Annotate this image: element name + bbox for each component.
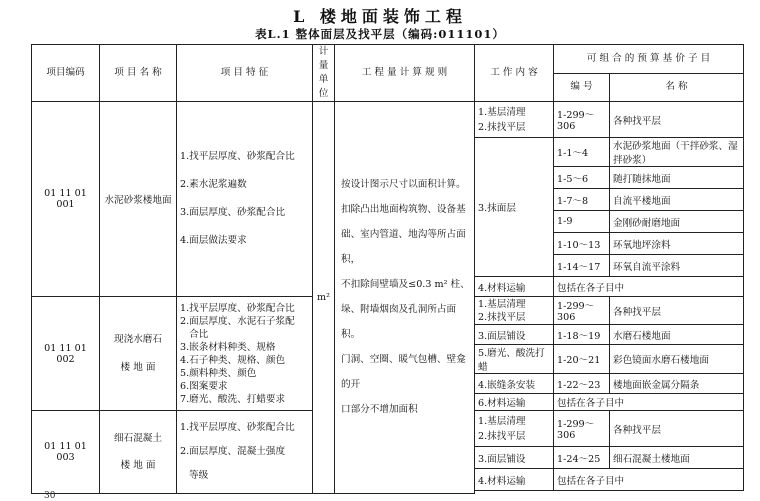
sub-code: 1-299～306 <box>554 411 610 447</box>
sub-code: 1-24～25 <box>554 447 610 469</box>
header-sub-code: 编 号 <box>554 73 610 102</box>
page-title: L 楼地面装饰工程 <box>293 7 467 26</box>
item-code: 01 11 01 001 <box>32 102 100 297</box>
sub-name: 彩色镜面水磨石楼地面 <box>610 345 744 374</box>
spec-table <box>31 44 744 494</box>
sub-note: 包括在各子目中 <box>554 469 744 491</box>
sub-name: 环氧自流平涂料 <box>610 255 744 277</box>
header-sub-name: 名 称 <box>610 73 744 102</box>
table-subtitle: 表L.1 整体面层及找平层（编码:011101） <box>255 27 505 41</box>
header-combo: 可 组 合 的 预 算 基 价 子 目 <box>554 45 744 74</box>
sub-code: 1-18～19 <box>554 325 610 345</box>
page-number: 30 <box>44 491 56 501</box>
sub-name: 各种找平层 <box>610 411 744 447</box>
sub-code: 1-20～21 <box>554 345 610 374</box>
sub-name: 水磨石楼地面 <box>610 325 744 345</box>
item-name: 水泥砂浆楼地面 <box>100 102 177 297</box>
header-name: 项 目 名 称 <box>100 45 177 102</box>
item-features: 1.找平层厚度、砂浆配合比 2.面层厚度、水泥石子浆配 合比 3.嵌条材料种类、规格 4.石子种类、规格、颜色 5.颜料种类、颜色 6.图案要求 7.磨光、酸洗、打蜡要求 <box>177 297 313 411</box>
sub-name: 随打随抹地面 <box>610 167 744 189</box>
work-content: 4.材料运输 <box>475 469 554 491</box>
sub-name: 金刚砂耐磨地面 <box>610 211 744 233</box>
sub-note: 包括在各子目中 <box>554 277 744 297</box>
sub-note: 包括在各子目中 <box>554 394 744 411</box>
work-content: 3.面层铺设 <box>475 447 554 469</box>
measurement-rule: 按设计图示尺寸以面积计算。 扣除凸出地面构筑物、设备基 础、室内管道、地沟等所占面积， 不扣除间壁墙及≤0.3 m² 柱、 垛、附墙烟囱及孔洞所占面积。 门洞、空圈、暖气包槽、壁龛的开 口部分不增加面积 <box>335 102 475 494</box>
sub-code: 1-299～306 <box>554 297 610 325</box>
work-content: 1.基层清理 2.抹找平层 <box>475 297 554 325</box>
work-content: 6.材料运输 <box>475 394 554 411</box>
work-content: 3.抹面层 <box>475 138 554 277</box>
work-content: 3.面层铺设 <box>475 325 554 345</box>
item-features: 1.找平层厚度、砂浆配合比 2.素水泥浆遍数 3.面层厚度、砂浆配合比 4.面层做法要求 <box>177 102 313 297</box>
sub-name: 各种找平层 <box>610 102 744 138</box>
item-code: 01 11 01 003 <box>32 411 100 494</box>
header-unit: 计量单位 <box>313 45 335 102</box>
sub-code: 1-5～6 <box>554 167 610 189</box>
sub-name: 楼地面嵌金属分隔条 <box>610 374 744 394</box>
work-content: 4.嵌缝条安装 <box>475 374 554 394</box>
sub-name: 环氧地坪涂料 <box>610 233 744 255</box>
sub-code: 1-22～23 <box>554 374 610 394</box>
item-name: 现浇水磨石 楼 地 面 <box>100 297 177 411</box>
header-features: 项 目 特 征 <box>177 45 313 102</box>
item-code: 01 11 01 002 <box>32 297 100 411</box>
sub-code: 1-7～8 <box>554 189 610 211</box>
work-content: 1.基层清理 2.抹找平层 <box>475 102 554 138</box>
item-features: 1.找平层厚度、砂浆配合比 2.面层厚度、混凝土强度 等级 <box>177 411 313 494</box>
sub-code: 1-1～4 <box>554 138 610 167</box>
header-rule: 工 程 量 计 算 规 则 <box>335 45 475 102</box>
header-work: 工 作 内 容 <box>475 45 554 102</box>
sub-name: 水泥砂浆地面（干拌砂浆、湿拌砂浆） <box>610 138 744 167</box>
sub-code: 1-9 <box>554 211 610 233</box>
work-content: 4.材料运输 <box>475 277 554 297</box>
sub-code: 1-299～306 <box>554 102 610 138</box>
sub-name: 细石混凝土楼地面 <box>610 447 744 469</box>
work-content: 1.基层清理 2.抹找平层 <box>475 411 554 447</box>
sub-code: 1-10～13 <box>554 233 610 255</box>
work-content: 5.磨光、酸洗打蜡 <box>475 345 554 374</box>
sub-code: 1-14～17 <box>554 255 610 277</box>
header-code: 项目编码 <box>32 45 100 102</box>
item-name: 细石混凝土 楼 地 面 <box>100 411 177 494</box>
sub-name: 各种找平层 <box>610 297 744 325</box>
sub-name: 自流平楼地面 <box>610 189 744 211</box>
unit-cell: m² <box>313 102 335 494</box>
